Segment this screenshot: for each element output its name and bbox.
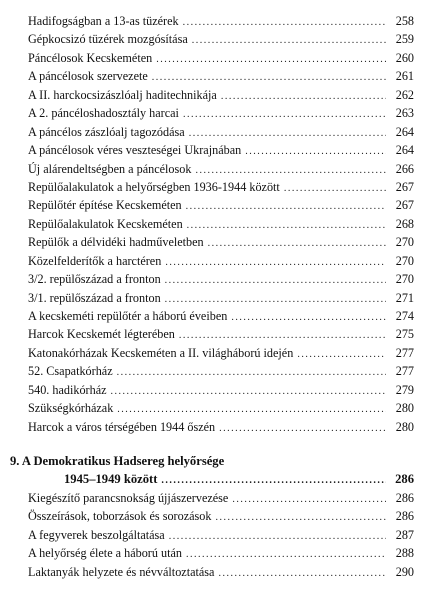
entry-page-number: 262	[395, 87, 414, 102]
toc-entry	[28, 123, 414, 141]
entry-title: Összeírások, toborzások és sorozások	[28, 509, 212, 524]
entry-title: Laktanyák helyzete és névváltoztatása	[28, 564, 215, 579]
toc-entry	[28, 30, 414, 48]
chapter-title-continued: 1945–1949 között	[64, 472, 158, 486]
entry-page-number: 277	[395, 345, 414, 360]
entry-title: Páncélosok Kecskeméten	[28, 50, 153, 65]
entry-page-number: 287	[395, 527, 414, 542]
entry-page-number: 261	[395, 69, 414, 84]
entry-title: A kecskeméti repülőtér a háború éveiben	[28, 309, 228, 323]
entry-title: 3/2. repülőszázad a fronton	[28, 272, 161, 287]
dot-leader	[183, 106, 386, 124]
entry-page-number: 286	[395, 491, 414, 505]
toc-entry	[28, 507, 414, 525]
dot-leader	[192, 32, 386, 50]
chapter-page-number: 286	[395, 472, 414, 486]
toc-entry	[28, 289, 414, 307]
toc-entry	[28, 196, 414, 214]
entry-page-number: 260	[395, 50, 414, 65]
chapter-title-line2	[10, 470, 414, 489]
dot-leader	[208, 235, 386, 253]
entry-page-number: 280	[395, 401, 414, 416]
entry-page-number: 267	[395, 179, 414, 194]
toc-entry	[28, 325, 414, 343]
dot-leader	[165, 272, 386, 290]
dot-leader	[187, 217, 386, 235]
toc-entry	[28, 489, 414, 507]
dot-leader	[169, 528, 386, 546]
entry-title: A II. harckocsizászlóalj haditechnikája	[28, 87, 217, 102]
entry-page-number: 263	[395, 106, 414, 121]
entry-title: A páncélosok szervezete	[28, 69, 148, 84]
dot-leader	[156, 51, 386, 69]
dot-leader	[231, 309, 386, 327]
entry-title: Harcok Kecskemét légterében	[28, 327, 175, 342]
toc-entry	[28, 362, 414, 380]
entry-title: Katonakórházak Kecskeméten a II. világháború idején	[28, 345, 294, 360]
entry-title: Kiegészítő parancsnokság újjászervezése	[28, 491, 229, 505]
entry-title: 3/1. repülőszázad a fronton	[28, 290, 161, 305]
entry-page-number: 270	[395, 253, 414, 268]
entry-page-number: 259	[395, 32, 414, 47]
entry-page-number: 266	[395, 161, 414, 176]
entry-page-number: 288	[395, 546, 414, 561]
dot-leader	[117, 364, 386, 382]
toc-entries	[28, 12, 414, 436]
entry-title: Repülőalakulatok Kecskeméten	[28, 216, 183, 231]
toc-entry	[28, 49, 414, 67]
entry-page-number: 258	[395, 14, 414, 28]
entry-page-number: 268	[395, 216, 414, 231]
dot-leader	[297, 346, 386, 364]
toc-entry	[28, 418, 414, 436]
toc-entry	[28, 86, 414, 104]
dot-leader	[218, 565, 386, 583]
dot-leader	[183, 14, 386, 32]
entry-title: Hadifogságban a 13-as tüzérek	[28, 14, 179, 28]
dot-leader	[186, 198, 386, 216]
dot-leader	[284, 180, 386, 198]
toc-entry	[28, 399, 414, 417]
entry-page-number: 280	[395, 419, 414, 434]
dot-leader	[111, 383, 386, 401]
toc-entry	[28, 104, 414, 122]
entry-page-number: 290	[395, 564, 414, 579]
dot-leader	[219, 420, 386, 438]
entry-title: Közelfelderítők a harctéren	[28, 253, 162, 268]
toc-entry	[28, 178, 414, 196]
chapter-title: 9. A Demokratikus Hadsereg helyőrsége	[10, 454, 225, 468]
dot-leader	[161, 471, 386, 490]
entry-title: Repülőalakulatok a helyőrségben 1936-1944 között	[28, 179, 280, 194]
entry-title: A páncélosok véres veszteségei Ukrajnában	[28, 143, 242, 158]
entry-page-number: 267	[395, 198, 414, 213]
dot-leader	[186, 546, 386, 564]
toc-entry	[28, 233, 414, 251]
entry-page-number: 274	[395, 309, 414, 323]
toc-entry	[28, 307, 414, 325]
entry-page-number: 270	[395, 272, 414, 287]
entry-title: Gépkocsizó tüzérek mozgósítása	[28, 32, 188, 47]
entry-title: A helyőrség élete a háború után	[28, 546, 182, 561]
entry-page-number: 271	[395, 290, 414, 305]
entry-title: Új alárendeltségben a páncélosok	[28, 161, 192, 176]
entry-title: 540. hadikórház	[28, 382, 107, 397]
chapter-entries	[28, 489, 414, 581]
entry-title: Repülőtér építése Kecskeméten	[28, 198, 182, 213]
toc-entry	[28, 252, 414, 270]
toc-entry	[28, 215, 414, 233]
toc-entry	[28, 563, 414, 581]
entry-title: Repülők a délvidéki hadműveletben	[28, 235, 204, 250]
chapter-heading	[10, 452, 414, 489]
entry-title: Harcok a város térségében 1944 őszén	[28, 419, 216, 434]
toc-entry	[28, 270, 414, 288]
dot-leader	[215, 509, 386, 527]
toc-entry	[28, 544, 414, 562]
entry-title: A fegyverek beszolgáltatása	[28, 527, 165, 542]
entry-page-number: 277	[395, 364, 414, 379]
toc-entry	[28, 12, 414, 30]
entry-title: A 2. páncéloshadosztály harcai	[28, 106, 179, 121]
dot-leader	[165, 254, 386, 272]
entry-title: A páncélos zászlóalj tagozódása	[28, 124, 185, 139]
entry-title: 52. Csapatkórház	[28, 364, 113, 379]
dot-leader	[232, 491, 386, 509]
entry-page-number: 286	[395, 509, 414, 524]
toc-entry	[28, 160, 414, 178]
dot-leader	[245, 143, 386, 161]
entry-page-number: 275	[395, 327, 414, 342]
entry-page-number: 264	[395, 143, 414, 158]
entry-title: Szükségkórházak	[28, 401, 114, 416]
dot-leader	[221, 88, 386, 106]
toc-entry	[28, 344, 414, 362]
toc-entry	[28, 67, 414, 85]
entry-page-number: 270	[395, 235, 414, 250]
toc-entry	[28, 526, 414, 544]
entry-page-number: 264	[395, 124, 414, 139]
toc-entry	[28, 141, 414, 159]
entry-page-number: 279	[395, 382, 414, 397]
toc-entry	[28, 381, 414, 399]
